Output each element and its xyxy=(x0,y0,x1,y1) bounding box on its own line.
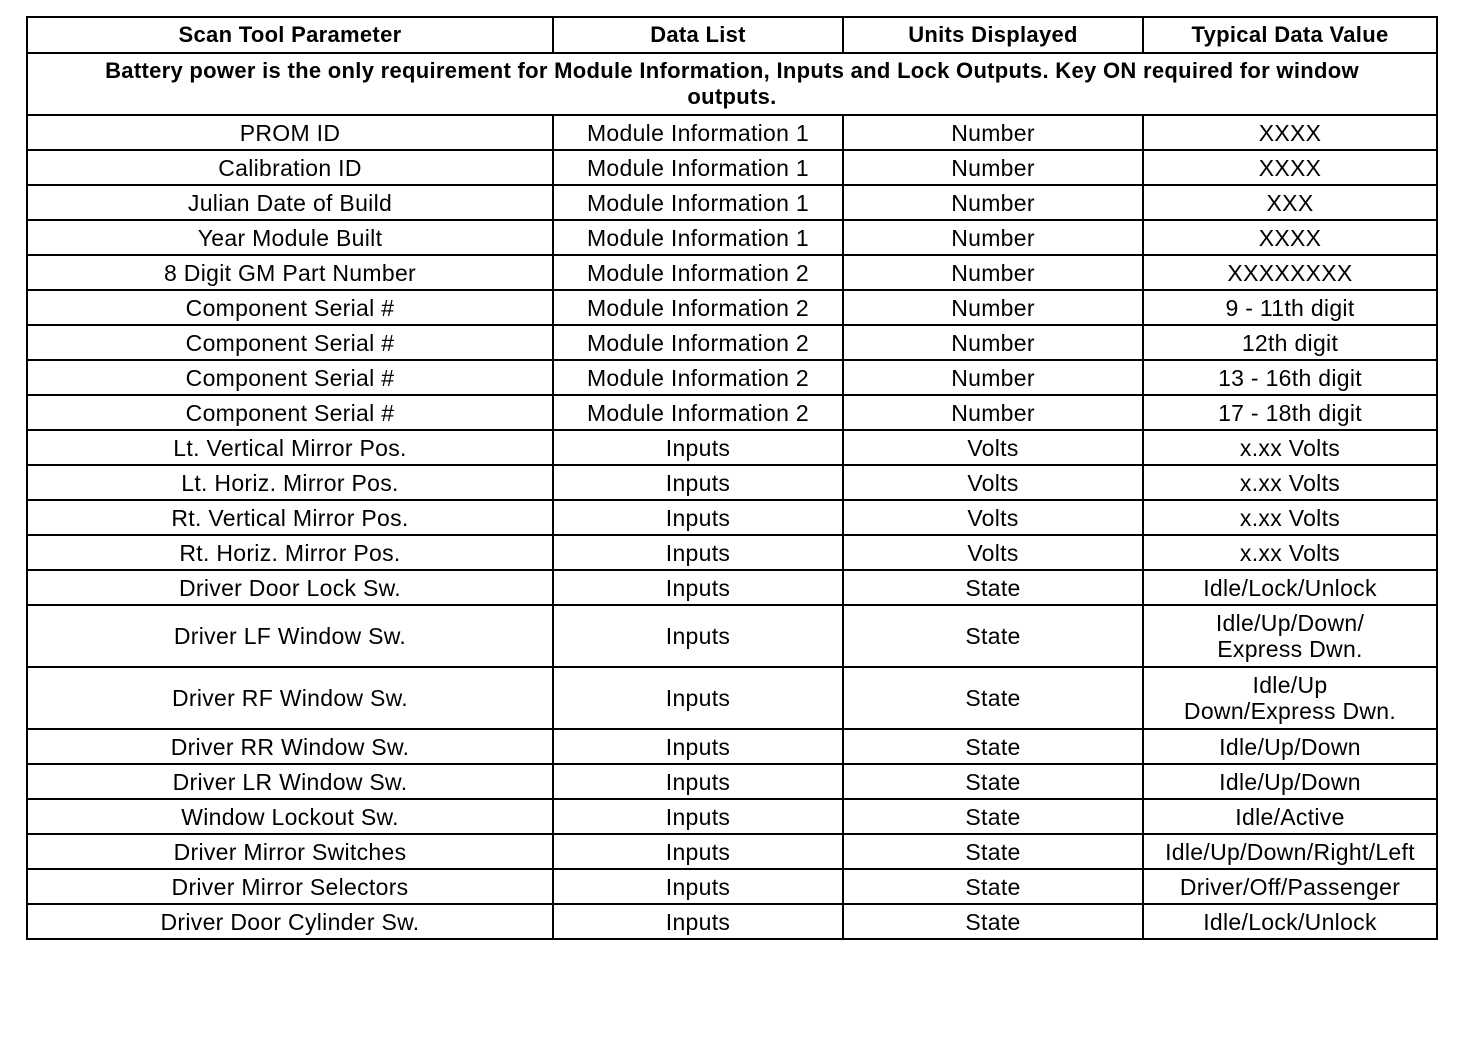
cell-typical-data-value: 9 - 11th digit xyxy=(1143,290,1437,325)
cell-typical-data-value: XXXX xyxy=(1143,150,1437,185)
table-row xyxy=(27,535,1437,570)
header-data-list: Data List xyxy=(553,17,843,53)
cell-scan-tool-parameter: Driver Mirror Selectors xyxy=(27,869,553,904)
table-row xyxy=(27,729,1437,764)
cell-units-displayed: Number xyxy=(843,255,1143,290)
cell-typical-data-value: Idle/Up/Down/Right/Left xyxy=(1143,834,1437,869)
cell-typical-data-value: Idle/Lock/Unlock xyxy=(1143,570,1437,605)
table-row xyxy=(27,220,1437,255)
cell-scan-tool-parameter: Component Serial # xyxy=(27,395,553,430)
table-row xyxy=(27,115,1437,150)
cell-data-list: Module Information 2 xyxy=(553,395,843,430)
cell-scan-tool-parameter: Window Lockout Sw. xyxy=(27,799,553,834)
cell-data-list: Inputs xyxy=(553,764,843,799)
cell-scan-tool-parameter: Driver LF Window Sw. xyxy=(27,605,553,667)
cell-units-displayed: State xyxy=(843,729,1143,764)
cell-data-list: Module Information 1 xyxy=(553,115,843,150)
cell-data-list: Inputs xyxy=(553,535,843,570)
cell-scan-tool-parameter: Driver RR Window Sw. xyxy=(27,729,553,764)
cell-data-list: Inputs xyxy=(553,570,843,605)
cell-units-displayed: State xyxy=(843,799,1143,834)
cell-scan-tool-parameter: 8 Digit GM Part Number xyxy=(27,255,553,290)
table-row xyxy=(27,465,1437,500)
cell-data-list: Inputs xyxy=(553,667,843,729)
table-row xyxy=(27,325,1437,360)
cell-units-displayed: Number xyxy=(843,290,1143,325)
cell-scan-tool-parameter: Driver Door Lock Sw. xyxy=(27,570,553,605)
cell-typical-data-value: x.xx Volts xyxy=(1143,500,1437,535)
cell-typical-data-value: Idle/Up Down/Express Dwn. xyxy=(1143,667,1437,729)
cell-scan-tool-parameter: Calibration ID xyxy=(27,150,553,185)
cell-typical-data-value: Idle/Up/Down/ Express Dwn. xyxy=(1143,605,1437,667)
table-row xyxy=(27,799,1437,834)
table-row xyxy=(27,360,1437,395)
table-row xyxy=(27,667,1437,729)
cell-units-displayed: Number xyxy=(843,395,1143,430)
cell-scan-tool-parameter: Driver Door Cylinder Sw. xyxy=(27,904,553,939)
cell-typical-data-value: Driver/Off/Passenger xyxy=(1143,869,1437,904)
cell-units-displayed: Number xyxy=(843,185,1143,220)
cell-units-displayed: Volts xyxy=(843,500,1143,535)
header-units-displayed: Units Displayed xyxy=(843,17,1143,53)
note-row xyxy=(27,53,1437,115)
table-row xyxy=(27,570,1437,605)
cell-scan-tool-parameter: Component Serial # xyxy=(27,290,553,325)
cell-data-list: Module Information 2 xyxy=(553,255,843,290)
cell-typical-data-value: XXXXXXXX xyxy=(1143,255,1437,290)
scan-tool-data-table xyxy=(26,16,1438,940)
cell-data-list: Inputs xyxy=(553,799,843,834)
cell-data-list: Module Information 2 xyxy=(553,325,843,360)
header-row xyxy=(27,17,1437,53)
cell-typical-data-value: 12th digit xyxy=(1143,325,1437,360)
cell-units-displayed: State xyxy=(843,605,1143,667)
cell-scan-tool-parameter: PROM ID xyxy=(27,115,553,150)
cell-data-list: Inputs xyxy=(553,605,843,667)
table-row xyxy=(27,150,1437,185)
cell-units-displayed: Number xyxy=(843,115,1143,150)
cell-typical-data-value: 13 - 16th digit xyxy=(1143,360,1437,395)
cell-data-list: Inputs xyxy=(553,500,843,535)
battery-power-note: Battery power is the only requirement for Module Information, Inputs and Lock Outputs. Key ON required for window outputs. xyxy=(27,53,1437,115)
cell-units-displayed: Volts xyxy=(843,430,1143,465)
header-scan-tool-parameter: Scan Tool Parameter xyxy=(27,17,553,53)
cell-scan-tool-parameter: Julian Date of Build xyxy=(27,185,553,220)
cell-typical-data-value: 17 - 18th digit xyxy=(1143,395,1437,430)
cell-scan-tool-parameter: Driver Mirror Switches xyxy=(27,834,553,869)
table-row xyxy=(27,869,1437,904)
cell-data-list: Inputs xyxy=(553,834,843,869)
cell-typical-data-value: Idle/Lock/Unlock xyxy=(1143,904,1437,939)
table-header xyxy=(27,17,1437,53)
cell-units-displayed: Number xyxy=(843,325,1143,360)
table-row xyxy=(27,904,1437,939)
cell-scan-tool-parameter: Year Module Built xyxy=(27,220,553,255)
cell-typical-data-value: Idle/Active xyxy=(1143,799,1437,834)
cell-scan-tool-parameter: Rt. Vertical Mirror Pos. xyxy=(27,500,553,535)
cell-typical-data-value: x.xx Volts xyxy=(1143,430,1437,465)
cell-typical-data-value: Idle/Up/Down xyxy=(1143,729,1437,764)
cell-scan-tool-parameter: Rt. Horiz. Mirror Pos. xyxy=(27,535,553,570)
cell-data-list: Inputs xyxy=(553,904,843,939)
cell-typical-data-value: x.xx Volts xyxy=(1143,465,1437,500)
cell-units-displayed: State xyxy=(843,904,1143,939)
cell-data-list: Module Information 2 xyxy=(553,360,843,395)
cell-scan-tool-parameter: Component Serial # xyxy=(27,360,553,395)
cell-typical-data-value: XXX xyxy=(1143,185,1437,220)
table-row xyxy=(27,290,1437,325)
cell-data-list: Module Information 1 xyxy=(553,220,843,255)
cell-units-displayed: Number xyxy=(843,360,1143,395)
cell-data-list: Inputs xyxy=(553,729,843,764)
cell-units-displayed: State xyxy=(843,764,1143,799)
cell-units-displayed: State xyxy=(843,570,1143,605)
cell-scan-tool-parameter: Driver RF Window Sw. xyxy=(27,667,553,729)
table-row xyxy=(27,764,1437,799)
table-row xyxy=(27,430,1437,465)
cell-typical-data-value: XXXX xyxy=(1143,220,1437,255)
cell-units-displayed: State xyxy=(843,869,1143,904)
table-row xyxy=(27,500,1437,535)
cell-units-displayed: Number xyxy=(843,220,1143,255)
table-row xyxy=(27,395,1437,430)
cell-units-displayed: State xyxy=(843,834,1143,869)
cell-data-list: Module Information 1 xyxy=(553,185,843,220)
table-row xyxy=(27,255,1437,290)
cell-units-displayed: Volts xyxy=(843,465,1143,500)
table-row xyxy=(27,605,1437,667)
cell-units-displayed: Volts xyxy=(843,535,1143,570)
cell-units-displayed: Number xyxy=(843,150,1143,185)
cell-scan-tool-parameter: Component Serial # xyxy=(27,325,553,360)
cell-data-list: Inputs xyxy=(553,869,843,904)
cell-data-list: Module Information 1 xyxy=(553,150,843,185)
cell-data-list: Inputs xyxy=(553,465,843,500)
cell-data-list: Module Information 2 xyxy=(553,290,843,325)
cell-typical-data-value: XXXX xyxy=(1143,115,1437,150)
cell-typical-data-value: x.xx Volts xyxy=(1143,535,1437,570)
cell-units-displayed: State xyxy=(843,667,1143,729)
table-row xyxy=(27,834,1437,869)
cell-scan-tool-parameter: Lt. Horiz. Mirror Pos. xyxy=(27,465,553,500)
cell-typical-data-value: Idle/Up/Down xyxy=(1143,764,1437,799)
cell-data-list: Inputs xyxy=(553,430,843,465)
cell-scan-tool-parameter: Driver LR Window Sw. xyxy=(27,764,553,799)
table-row xyxy=(27,185,1437,220)
header-typical-data-value: Typical Data Value xyxy=(1143,17,1437,53)
table-body xyxy=(27,53,1437,939)
cell-scan-tool-parameter: Lt. Vertical Mirror Pos. xyxy=(27,430,553,465)
